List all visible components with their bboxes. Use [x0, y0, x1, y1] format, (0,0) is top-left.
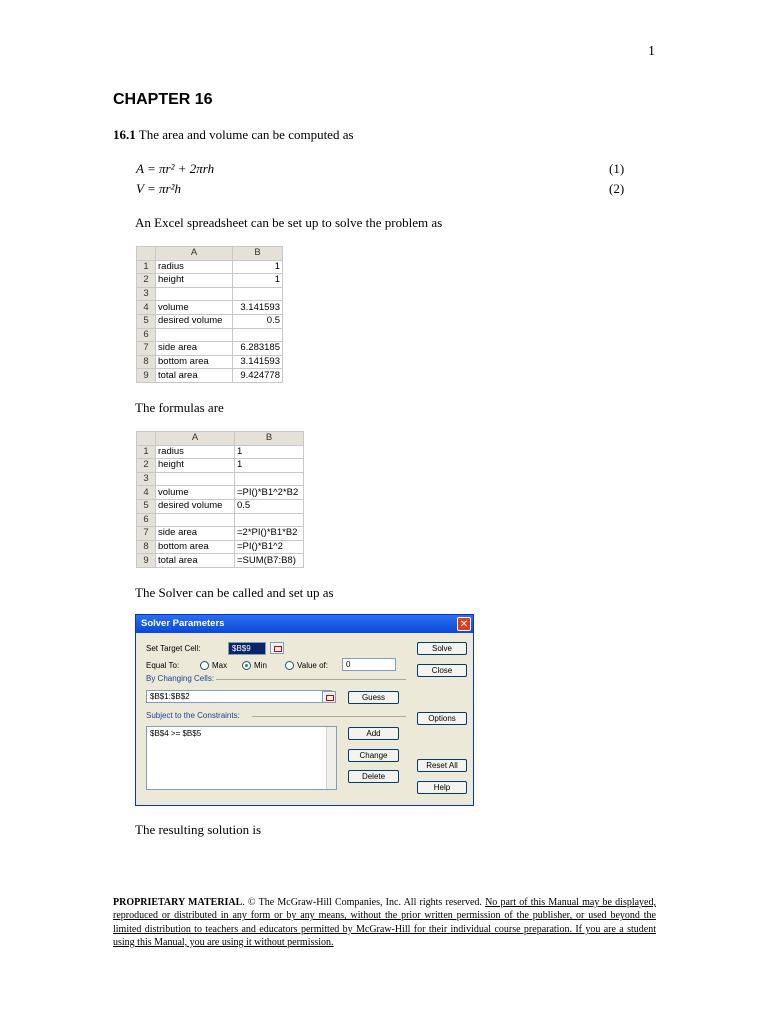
table-row	[137, 314, 283, 328]
table-row	[137, 328, 283, 342]
row-header: 7	[137, 527, 156, 541]
help-button[interactable]: Help	[417, 781, 467, 794]
corner-cell	[137, 247, 156, 261]
row-header: 4	[137, 486, 156, 500]
cell	[233, 328, 283, 342]
row-header: 6	[137, 513, 156, 527]
row-header: 3	[137, 287, 156, 301]
paragraph-solver: The Solver can be called and set up as	[135, 585, 334, 600]
cell: radius	[156, 445, 235, 459]
row-header: 9	[137, 369, 156, 383]
cell: 0.5	[233, 314, 283, 328]
cell: =SUM(B7:B8)	[235, 554, 304, 568]
constraints-list[interactable]	[146, 726, 337, 790]
cell: desired volume	[156, 499, 235, 513]
changing-cells-input[interactable]: $B$1:$B$2	[146, 690, 332, 703]
cell	[233, 287, 283, 301]
footer-text: . © The McGraw-Hill Companies, Inc. All rights reserved.	[242, 897, 486, 908]
cell: 1	[235, 459, 304, 473]
guess-button[interactable]: Guess	[348, 691, 399, 704]
solve-button[interactable]: Solve	[417, 642, 467, 655]
close-icon[interactable]: ✕	[457, 617, 471, 631]
cell: 1	[233, 260, 283, 274]
cell: 9.424778	[233, 369, 283, 383]
table-row	[137, 342, 283, 356]
table-row	[137, 459, 304, 473]
cell: 1	[233, 274, 283, 288]
row-header: 2	[137, 459, 156, 473]
collapse-dialog-icon[interactable]	[270, 642, 284, 654]
table-row	[137, 260, 283, 274]
cell	[156, 472, 235, 486]
table-row	[137, 527, 304, 541]
cell: side area	[156, 527, 235, 541]
constraint-item[interactable]: $B$4 >= $B$5	[150, 729, 202, 738]
row-header: 7	[137, 342, 156, 356]
cell: desired volume	[156, 314, 233, 328]
row-header: 5	[137, 314, 156, 328]
column-header: A	[156, 432, 235, 446]
reset-all-button[interactable]: Reset All	[417, 759, 467, 772]
paragraph-result: The resulting solution is	[135, 822, 262, 837]
row-header: 8	[137, 355, 156, 369]
cell: 1	[235, 445, 304, 459]
dialog-title: Solver Parameters	[136, 615, 473, 633]
cell: =PI()*B1^2	[235, 540, 304, 554]
cell: radius	[156, 260, 233, 274]
delete-button[interactable]: Delete	[348, 770, 399, 783]
equation-volume	[136, 181, 181, 197]
add-button[interactable]: Add	[348, 727, 399, 740]
radio-min[interactable]	[242, 661, 251, 670]
cell: volume	[156, 301, 233, 315]
corner-cell	[137, 432, 156, 446]
close-button[interactable]: Close	[417, 664, 467, 677]
row-header: 3	[137, 472, 156, 486]
row-header: 9	[137, 554, 156, 568]
copyright-footer	[113, 896, 656, 949]
table-row	[137, 445, 304, 459]
equation-lhs: V	[136, 181, 144, 196]
equal-to-label: Equal To:	[146, 661, 180, 670]
cell: bottom area	[156, 540, 235, 554]
equation-rhs: = πr²h	[143, 181, 181, 196]
column-header: B	[235, 432, 304, 446]
group-divider	[216, 679, 406, 680]
cell: height	[156, 274, 233, 288]
spreadsheet-values-table	[136, 246, 283, 383]
change-button[interactable]: Change	[348, 749, 399, 762]
problem-number: 16.1	[113, 127, 136, 142]
cell: height	[156, 459, 235, 473]
equation-lhs: A	[136, 161, 144, 176]
radio-value-of-label: Value of:	[297, 661, 328, 670]
table-row	[137, 513, 304, 527]
solver-dialog	[135, 614, 474, 806]
row-header: 4	[137, 301, 156, 315]
cell: total area	[156, 554, 235, 568]
radio-value-of[interactable]	[285, 661, 294, 670]
footer-lead: PROPRIETARY MATERIAL	[113, 897, 243, 908]
table-row	[137, 554, 304, 568]
options-button[interactable]: Options	[417, 712, 467, 725]
group-divider	[252, 716, 406, 717]
table-row	[137, 540, 304, 554]
spreadsheet-formulas-table	[136, 431, 304, 568]
cell	[235, 513, 304, 527]
radio-min-label: Min	[254, 661, 267, 670]
constraints-label: Subject to the Constraints:	[146, 711, 240, 720]
cell: =2*PI()*B1*B2	[235, 527, 304, 541]
row-header: 1	[137, 260, 156, 274]
value-of-input[interactable]: 0	[342, 658, 396, 671]
paragraph-spreadsheet: An Excel spreadsheet can be set up to solve the problem as	[135, 215, 443, 230]
table-row	[137, 499, 304, 513]
row-header: 1	[137, 445, 156, 459]
table-row	[137, 486, 304, 500]
equation-number: (1)	[609, 161, 625, 176]
table-row	[137, 369, 283, 383]
table-row	[137, 355, 283, 369]
column-header: B	[233, 247, 283, 261]
column-header: A	[156, 247, 233, 261]
changing-cells-label: By Changing Cells:	[146, 674, 215, 683]
cell: 6.283185	[233, 342, 283, 356]
cell: 3.141593	[233, 355, 283, 369]
table-row	[137, 287, 283, 301]
cell: side area	[156, 342, 233, 356]
table-row	[137, 274, 283, 288]
cell	[156, 513, 235, 527]
row-header: 2	[137, 274, 156, 288]
radio-max[interactable]	[200, 661, 209, 670]
target-cell-input[interactable]: $B$9	[228, 642, 266, 655]
radio-max-label: Max	[212, 661, 228, 670]
cell: total area	[156, 369, 233, 383]
equation-number: (2)	[609, 181, 625, 196]
chapter-title: CHAPTER 16	[113, 91, 213, 108]
set-target-label: Set Target Cell:	[146, 644, 201, 653]
cell	[156, 328, 233, 342]
cell	[156, 287, 233, 301]
cell: =PI()*B1^2*B2	[235, 486, 304, 500]
cell	[235, 472, 304, 486]
table-row	[137, 301, 283, 315]
paragraph-formulas: The formulas are	[135, 400, 224, 415]
table-row	[137, 472, 304, 486]
row-header: 6	[137, 328, 156, 342]
cell: 3.141593	[233, 301, 283, 315]
scrollbar[interactable]	[326, 727, 336, 789]
problem-intro	[113, 127, 354, 143]
footer-notice: No part of this Manual may be displayed, reproduced or distributed in any form or by any means, without the prior written permission of the publisher, or used beyond the limited distribution to teachers and educators permitted by McGraw-Hill for their individual course preparation. If you are a student using this Manual, you are using it without permission.	[113, 897, 656, 948]
row-header: 5	[137, 499, 156, 513]
equation-area	[136, 161, 214, 177]
row-header: 8	[137, 540, 156, 554]
cell: volume	[156, 486, 235, 500]
page-number: 1	[648, 44, 655, 59]
cell: 0.5	[235, 499, 304, 513]
problem-text: The area and volume can be computed as	[135, 127, 354, 142]
cell: bottom area	[156, 355, 233, 369]
equation-rhs: = πr² + 2πrh	[143, 161, 215, 176]
collapse-dialog-icon[interactable]	[322, 691, 336, 703]
